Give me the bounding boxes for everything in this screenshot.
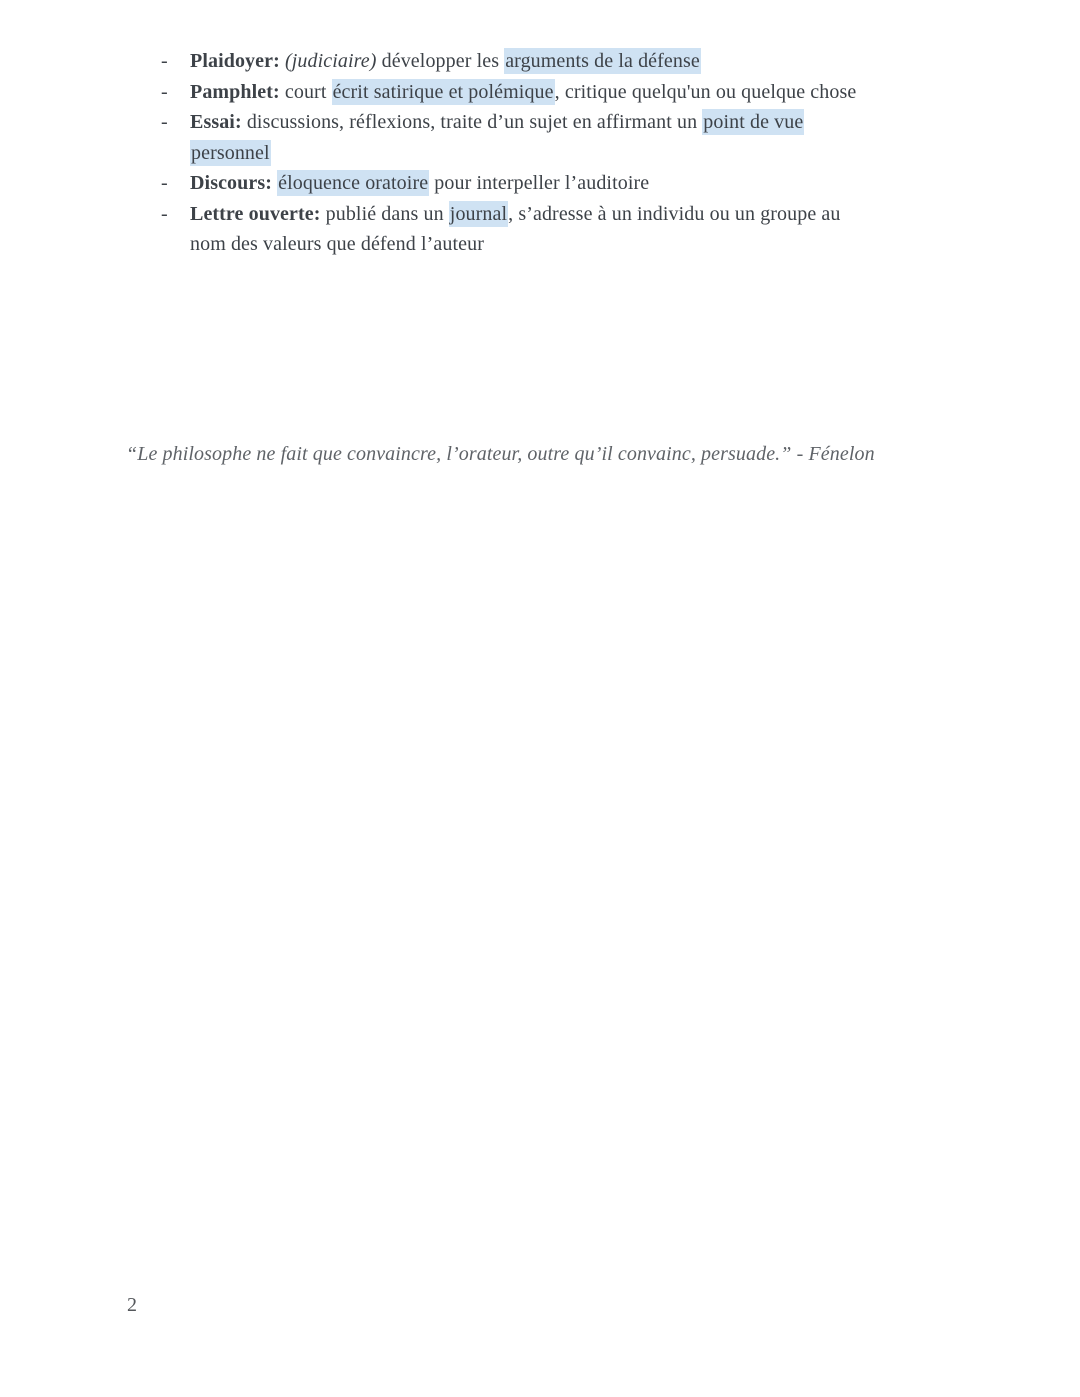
term-label: Essai: [190, 111, 242, 133]
highlighted-text: éloquence oratoire [278, 172, 429, 194]
text-segment: pour interpeller l’auditoire [429, 172, 650, 194]
highlighted-text: arguments de la défense [505, 50, 700, 72]
bullet-dash: - [161, 172, 168, 194]
term-label: Discours: [190, 172, 273, 194]
list-item [0, 199, 1080, 260]
list-item-text [190, 79, 856, 105]
list-item-text [190, 170, 649, 196]
highlighted-text: point de vue [703, 111, 804, 133]
page-number: 2 [127, 1294, 137, 1316]
list-item-text [190, 109, 804, 166]
text-segment: publié dans un [320, 202, 449, 225]
bullet-dash: - [161, 80, 168, 103]
list-item [0, 77, 1080, 108]
text-segment: , critique quelqu'un ou quelque chose [554, 80, 857, 103]
text-segment: , s’adresse à un individu ou un groupe au [508, 202, 841, 225]
list-item [0, 46, 1080, 77]
list-item-text [190, 48, 701, 74]
highlighted-text: écrit satirique et polémique [332, 80, 554, 103]
list-item [0, 107, 1080, 168]
text-segment: développer les [376, 50, 505, 72]
text-segment: discussions, réflexions, traite d’un sujet en affirmant un [241, 111, 703, 133]
highlighted-text: journal [449, 202, 508, 225]
list-item-text [190, 201, 841, 256]
list-item [0, 168, 1080, 199]
text-segment: court [279, 80, 332, 103]
text-segment: (judiciaire) [284, 50, 377, 72]
bullet-dash: - [161, 50, 168, 72]
text-segment: nom des valeurs que défend l’auteur [190, 233, 484, 255]
term-label: Lettre ouverte: [190, 202, 321, 225]
quote-text: “Le philosophe ne fait que convaincre, l’orateur, outre qu’il convainc, persuade.” - Fénelon [126, 443, 875, 465]
highlighted-text: personnel [191, 141, 270, 164]
term-label: Pamphlet: [190, 80, 280, 103]
bulleted-list [0, 46, 1080, 260]
term-label: Plaidoyer: [190, 50, 280, 72]
bullet-dash: - [161, 202, 168, 225]
bullet-dash: - [161, 111, 168, 133]
